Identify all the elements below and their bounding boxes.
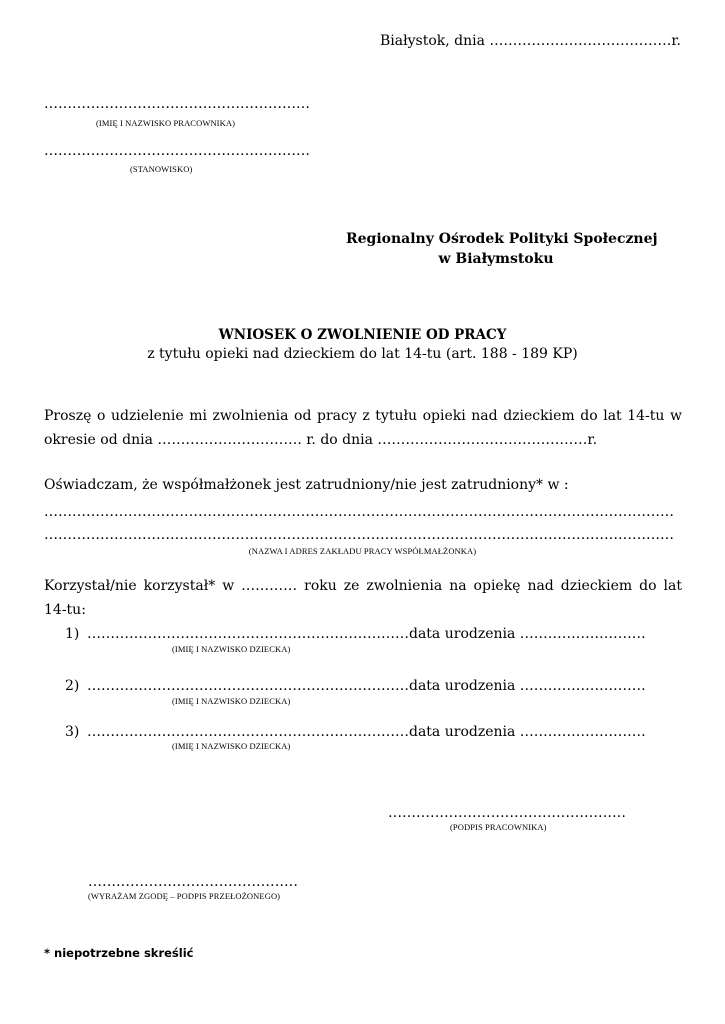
place-date-line[interactable]: Białystok, dnia …………………………………r.: [379, 33, 681, 49]
child-name-caption: (IMIĘ I NAZWISKO DZIECKA): [172, 644, 291, 654]
employee-signature-field[interactable]: ……………………………………………: [388, 805, 626, 821]
child-row[interactable]: [65, 626, 646, 642]
recipient-block: [346, 229, 658, 269]
request-line-1: Proszę o udzielenie mi zwolnienia od pracy z tytułu opieki nad dzieckiem do lat 14-tu w: [44, 408, 682, 424]
supervisor-signature-caption: (WYRAŻAM ZGODĘ – PODPIS PRZEŁOŻONEGO): [88, 891, 281, 901]
child-number: 1): [65, 626, 80, 642]
spouse-workplace-caption: (NAZWA I ADRES ZAKŁADU PRACY WSPÓŁMAŁŻONKA): [248, 546, 477, 556]
employee-signature-caption: (PODPIS PRACOWNIKA): [450, 822, 547, 832]
child-name-birthdate-field[interactable]: ……………………………………………………………data urodzenia ………………………: [87, 678, 646, 694]
leave-paragraph: [44, 574, 682, 622]
child-name-birthdate-field[interactable]: ……………………………………………………………data urodzenia ………………………: [87, 626, 646, 642]
child-row[interactable]: [65, 678, 646, 694]
child-name-caption: (IMIĘ I NAZWISKO DZIECKA): [172, 741, 291, 751]
employee-name-caption: (IMIĘ I NAZWISKO PRACOWNIKA): [96, 118, 236, 128]
spouse-workplace-field-1[interactable]: ………………………………………………………………………………………………………………………: [44, 504, 674, 520]
form-title: WNIOSEK O ZWOLNIENIE OD PRACY: [218, 327, 507, 343]
position-field[interactable]: …………………………………………………: [44, 143, 310, 159]
child-name-birthdate-field[interactable]: ……………………………………………………………data urodzenia ………………………: [87, 724, 646, 740]
employee-name-field[interactable]: …………………………………………………: [44, 96, 310, 112]
child-number: 3): [65, 724, 80, 740]
child-row[interactable]: [65, 724, 646, 740]
spouse-declaration: Oświadczam, że współmałżonek jest zatrudniony/nie jest zatrudniony* w :: [44, 477, 569, 493]
leave-line-1[interactable]: Korzystał/nie korzystał* w ………… roku ze zwolnienia na opiekę nad dzieckiem do lat: [44, 578, 682, 594]
request-date-range-field[interactable]: okresie od dnia …………………………. r. do dnia ………………………………………r.: [44, 432, 598, 448]
recipient-line-2: w Białymstoku: [438, 251, 554, 267]
footnote: * niepotrzebne skreślić: [44, 946, 194, 960]
form-subtitle: z tytułu opieki nad dzieckiem do lat 14-tu (art. 188 - 189 KP): [147, 346, 578, 362]
request-paragraph: [44, 404, 682, 452]
child-number: 2): [65, 678, 80, 694]
child-name-caption: (IMIĘ I NAZWISKO DZIECKA): [172, 696, 291, 706]
recipient-line-1: Regionalny Ośrodek Polityki Społecznej: [346, 231, 658, 247]
position-caption: (STANOWISKO): [130, 164, 193, 174]
spouse-workplace-field-2[interactable]: ………………………………………………………………………………………………………………………: [44, 527, 674, 543]
supervisor-signature-field[interactable]: ………………………………………: [88, 874, 298, 890]
leave-line-2: 14-tu:: [44, 602, 86, 618]
